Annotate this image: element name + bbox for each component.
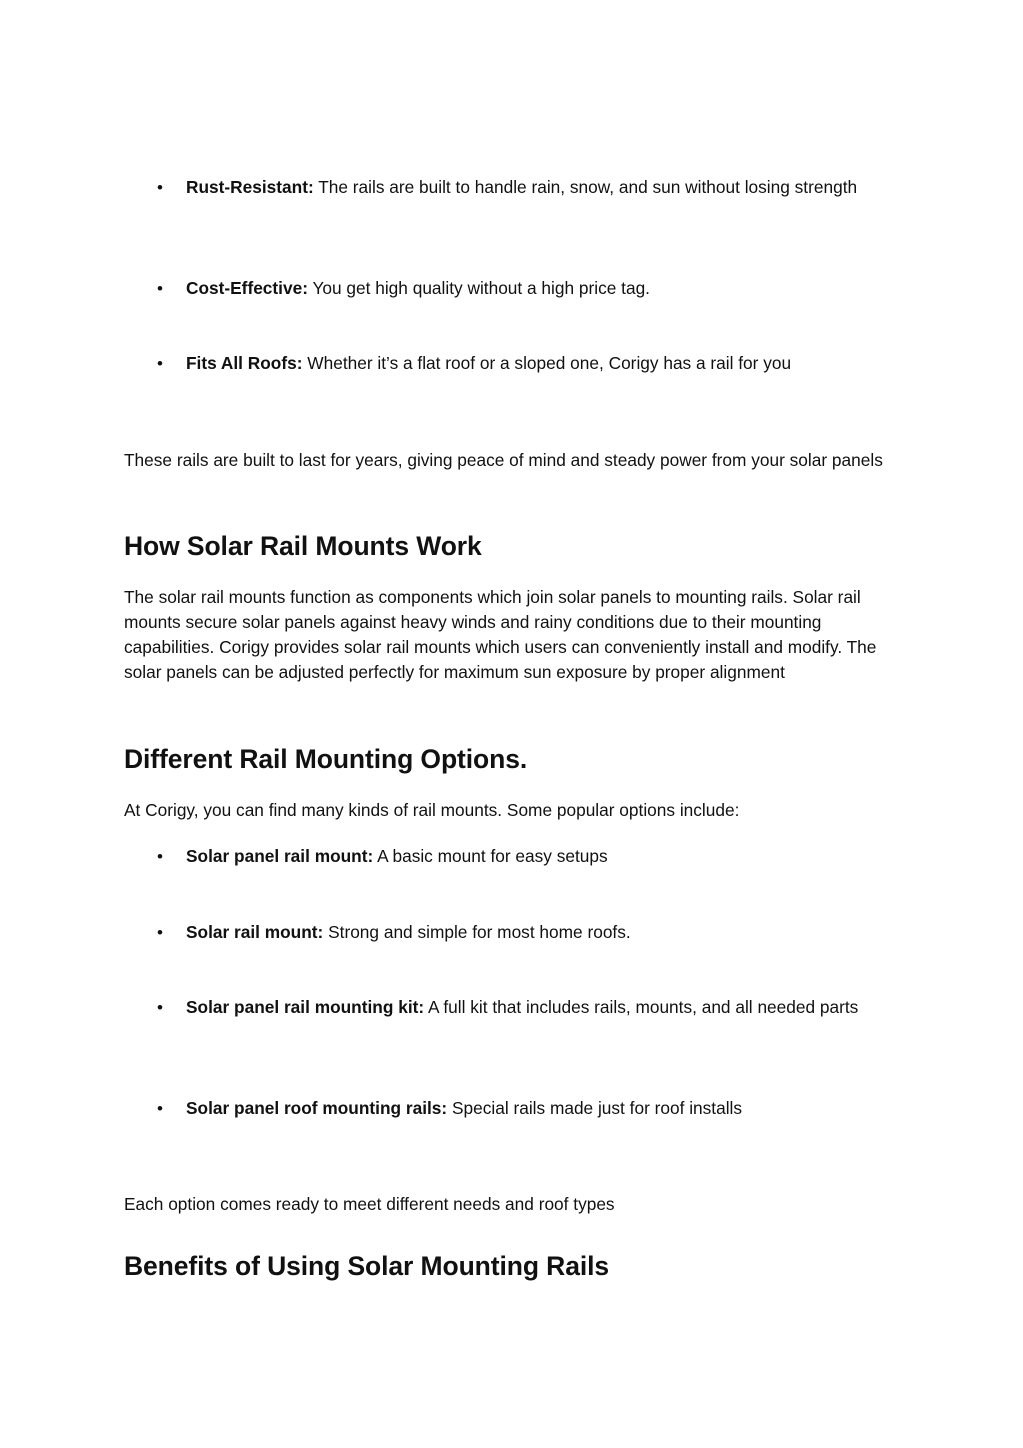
list-item-description: A full kit that includes rails, mounts, and all needed parts [424, 997, 859, 1017]
bullet-icon: • [157, 178, 163, 197]
list-item-description: Whether it’s a flat roof or a sloped one, Corigy has a rail for you [302, 353, 792, 373]
heading-rail-mounting-options: Different Rail Mounting Options. [124, 744, 528, 774]
list-item-description: Special rails made just for roof installs [447, 1098, 743, 1118]
list-item-text [186, 995, 902, 1020]
list-item-term: Solar rail mount: [186, 922, 324, 942]
list-item-text [186, 175, 902, 200]
list-item-term: Solar panel rail mount: [186, 846, 374, 866]
bullet-icon: • [157, 847, 163, 866]
bullet-icon: • [157, 923, 163, 942]
bullet-icon: • [157, 1099, 163, 1118]
list-item-description: A basic mount for easy setups [373, 846, 608, 866]
list-item-text [186, 351, 902, 376]
list-item-text [186, 1096, 902, 1121]
list-item-text [186, 276, 902, 301]
list-item-description: The rails are built to handle rain, snow, and sun without losing strength [313, 177, 858, 197]
heading-benefits: Benefits of Using Solar Mounting Rails [124, 1251, 610, 1281]
bullet-icon: • [157, 354, 163, 373]
bullet-icon: • [157, 998, 163, 1017]
list-item-term: Solar panel roof mounting rails: [186, 1098, 448, 1118]
list-item-term: Solar panel rail mounting kit: [186, 997, 425, 1017]
paragraph-lasting: These rails are built to last for years, giving peace of mind and steady power from your solar panels [124, 450, 883, 470]
paragraph-options-intro: At Corigy, you can find many kinds of rail mounts. Some popular options include: [124, 800, 740, 820]
list-item-term: Fits All Roofs: [186, 353, 303, 373]
list-item-term: Rust-Resistant: [186, 177, 314, 197]
list-item-description: You get high quality without a high price tag. [307, 278, 650, 298]
heading-how-solar-rail-mounts-work: How Solar Rail Mounts Work [124, 531, 482, 561]
list-item-text [186, 844, 902, 869]
paragraph-each-option: Each option comes ready to meet different needs and roof types [124, 1194, 615, 1214]
list-item-term: Cost-Effective: [186, 278, 308, 298]
list-item-text [186, 920, 902, 945]
bullet-icon: • [157, 279, 163, 298]
list-item-description: Strong and simple for most home roofs. [323, 922, 631, 942]
paragraph-how-it-works: The solar rail mounts function as components which join solar panels to mounting rails. Solar rail mounts secure solar panels against heavy winds and rainy conditions due to their mounting capabilities. Corigy provides solar rail mounts which users can conveniently install and modify. The solar panels can be adjusted perfectly for maximum sun exposure by proper alignment [124, 587, 877, 682]
